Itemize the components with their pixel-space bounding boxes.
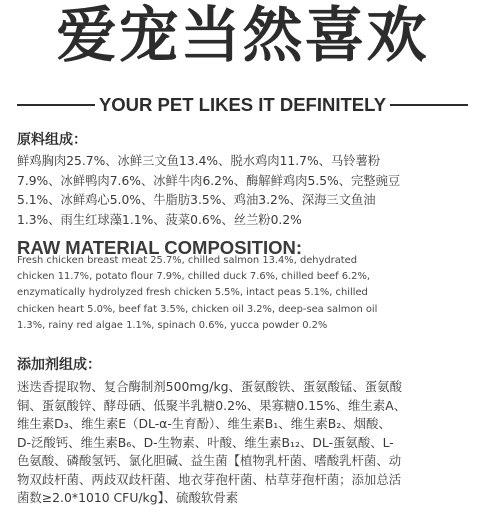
raw-material-en-line: chicken 11.7%, potato flour 7.9%, chilled duck 7.6%, chilled beef 6.2%,: [17, 271, 370, 283]
tagline-row: [17, 89, 468, 121]
tagline-rule-right: [390, 104, 468, 106]
raw-material-cn-line: 5.1%、冰鲜鸡心5.0%、牛脂肪3.5%、鸡油3.2%、深海三文鱼油: [17, 193, 376, 208]
additives-line: 维生素D₃、维生素E（DL-α-生育酚）、维生素B₁、维生素B₂、烟酸、: [17, 416, 391, 431]
additives-text: [17, 378, 473, 508]
raw-material-cn-line: 7.9%、冰鲜鸭肉7.6%、冰鲜牛肉6.2%、酶解鲜鸡肉5.5%、完整豌豆: [17, 173, 401, 188]
additives-line: 物双歧杆菌、两歧双歧杆菌、地衣芽孢杆菌、枯草芽孢杆菌；添加总活: [17, 471, 402, 487]
raw-material-en-line: enzymatically hydrolyzed fresh chicken 5.5%, intact peas 5.1%, chilled: [17, 287, 368, 299]
additives-line: D-泛酸钙、维生素B₆、D-生物素、叶酸、维生素B₁₂、DL-蛋氨酸、L-: [17, 434, 394, 450]
additives-line: 铜、蛋氨酸锌、酵母硒、低聚半乳糖0.2%、果寡糖0.15%、维生素A、: [17, 397, 407, 413]
page-title: 爱宠当然喜欢: [56, 1, 429, 71]
raw-material-cn-text: [17, 152, 471, 230]
raw-material-en-text: [17, 253, 473, 334]
additives-line: 迷迭香提取物、复合酶制剂500mg/kg、蛋氨酸铁、蛋氨酸锰、蛋氨酸: [17, 379, 402, 394]
raw-material-en-line: Fresh chicken breast meat 25.7%, chilled salmon 13.4%, dehydrated: [17, 255, 358, 266]
additives-line: 色氨酸、磷酸氢钙、氯化胆碱、益生菌【植物乳杆菌、嗜酸乳杆菌、动: [17, 453, 402, 468]
raw-material-cn-heading: 原料组成：: [17, 132, 87, 148]
raw-material-en-heading: RAW MATERIAL COMPOSITION:: [17, 237, 303, 258]
tagline-rule-left: [17, 104, 95, 106]
raw-material-cn-line: 1.3%、雨生红球藻1.1%、菠菜0.6%、丝兰粉0.2%: [17, 212, 302, 227]
tagline: YOUR PET LIKES IT DEFINITELY: [98, 94, 387, 115]
additives-line: 菌数≥2.0*1010 CFU/kg】、硫酸软骨素: [17, 490, 239, 505]
additives-heading: 添加剂组成：: [17, 357, 101, 373]
raw-material-en-line: chicken heart 5.0%, beef fat 3.5%, chicken oil 3.2%, deep-sea salmon oil: [17, 303, 378, 315]
raw-material-cn-line: 鲜鸡胸肉25.7%、冰鲜三文鱼13.4%、脱水鸡肉11.7%、马铃薯粉: [17, 154, 381, 168]
raw-material-en-line: 1.3%, rainy red algae 1.1%, spinach 0.6%, yucca powder 0.2%: [17, 319, 328, 331]
